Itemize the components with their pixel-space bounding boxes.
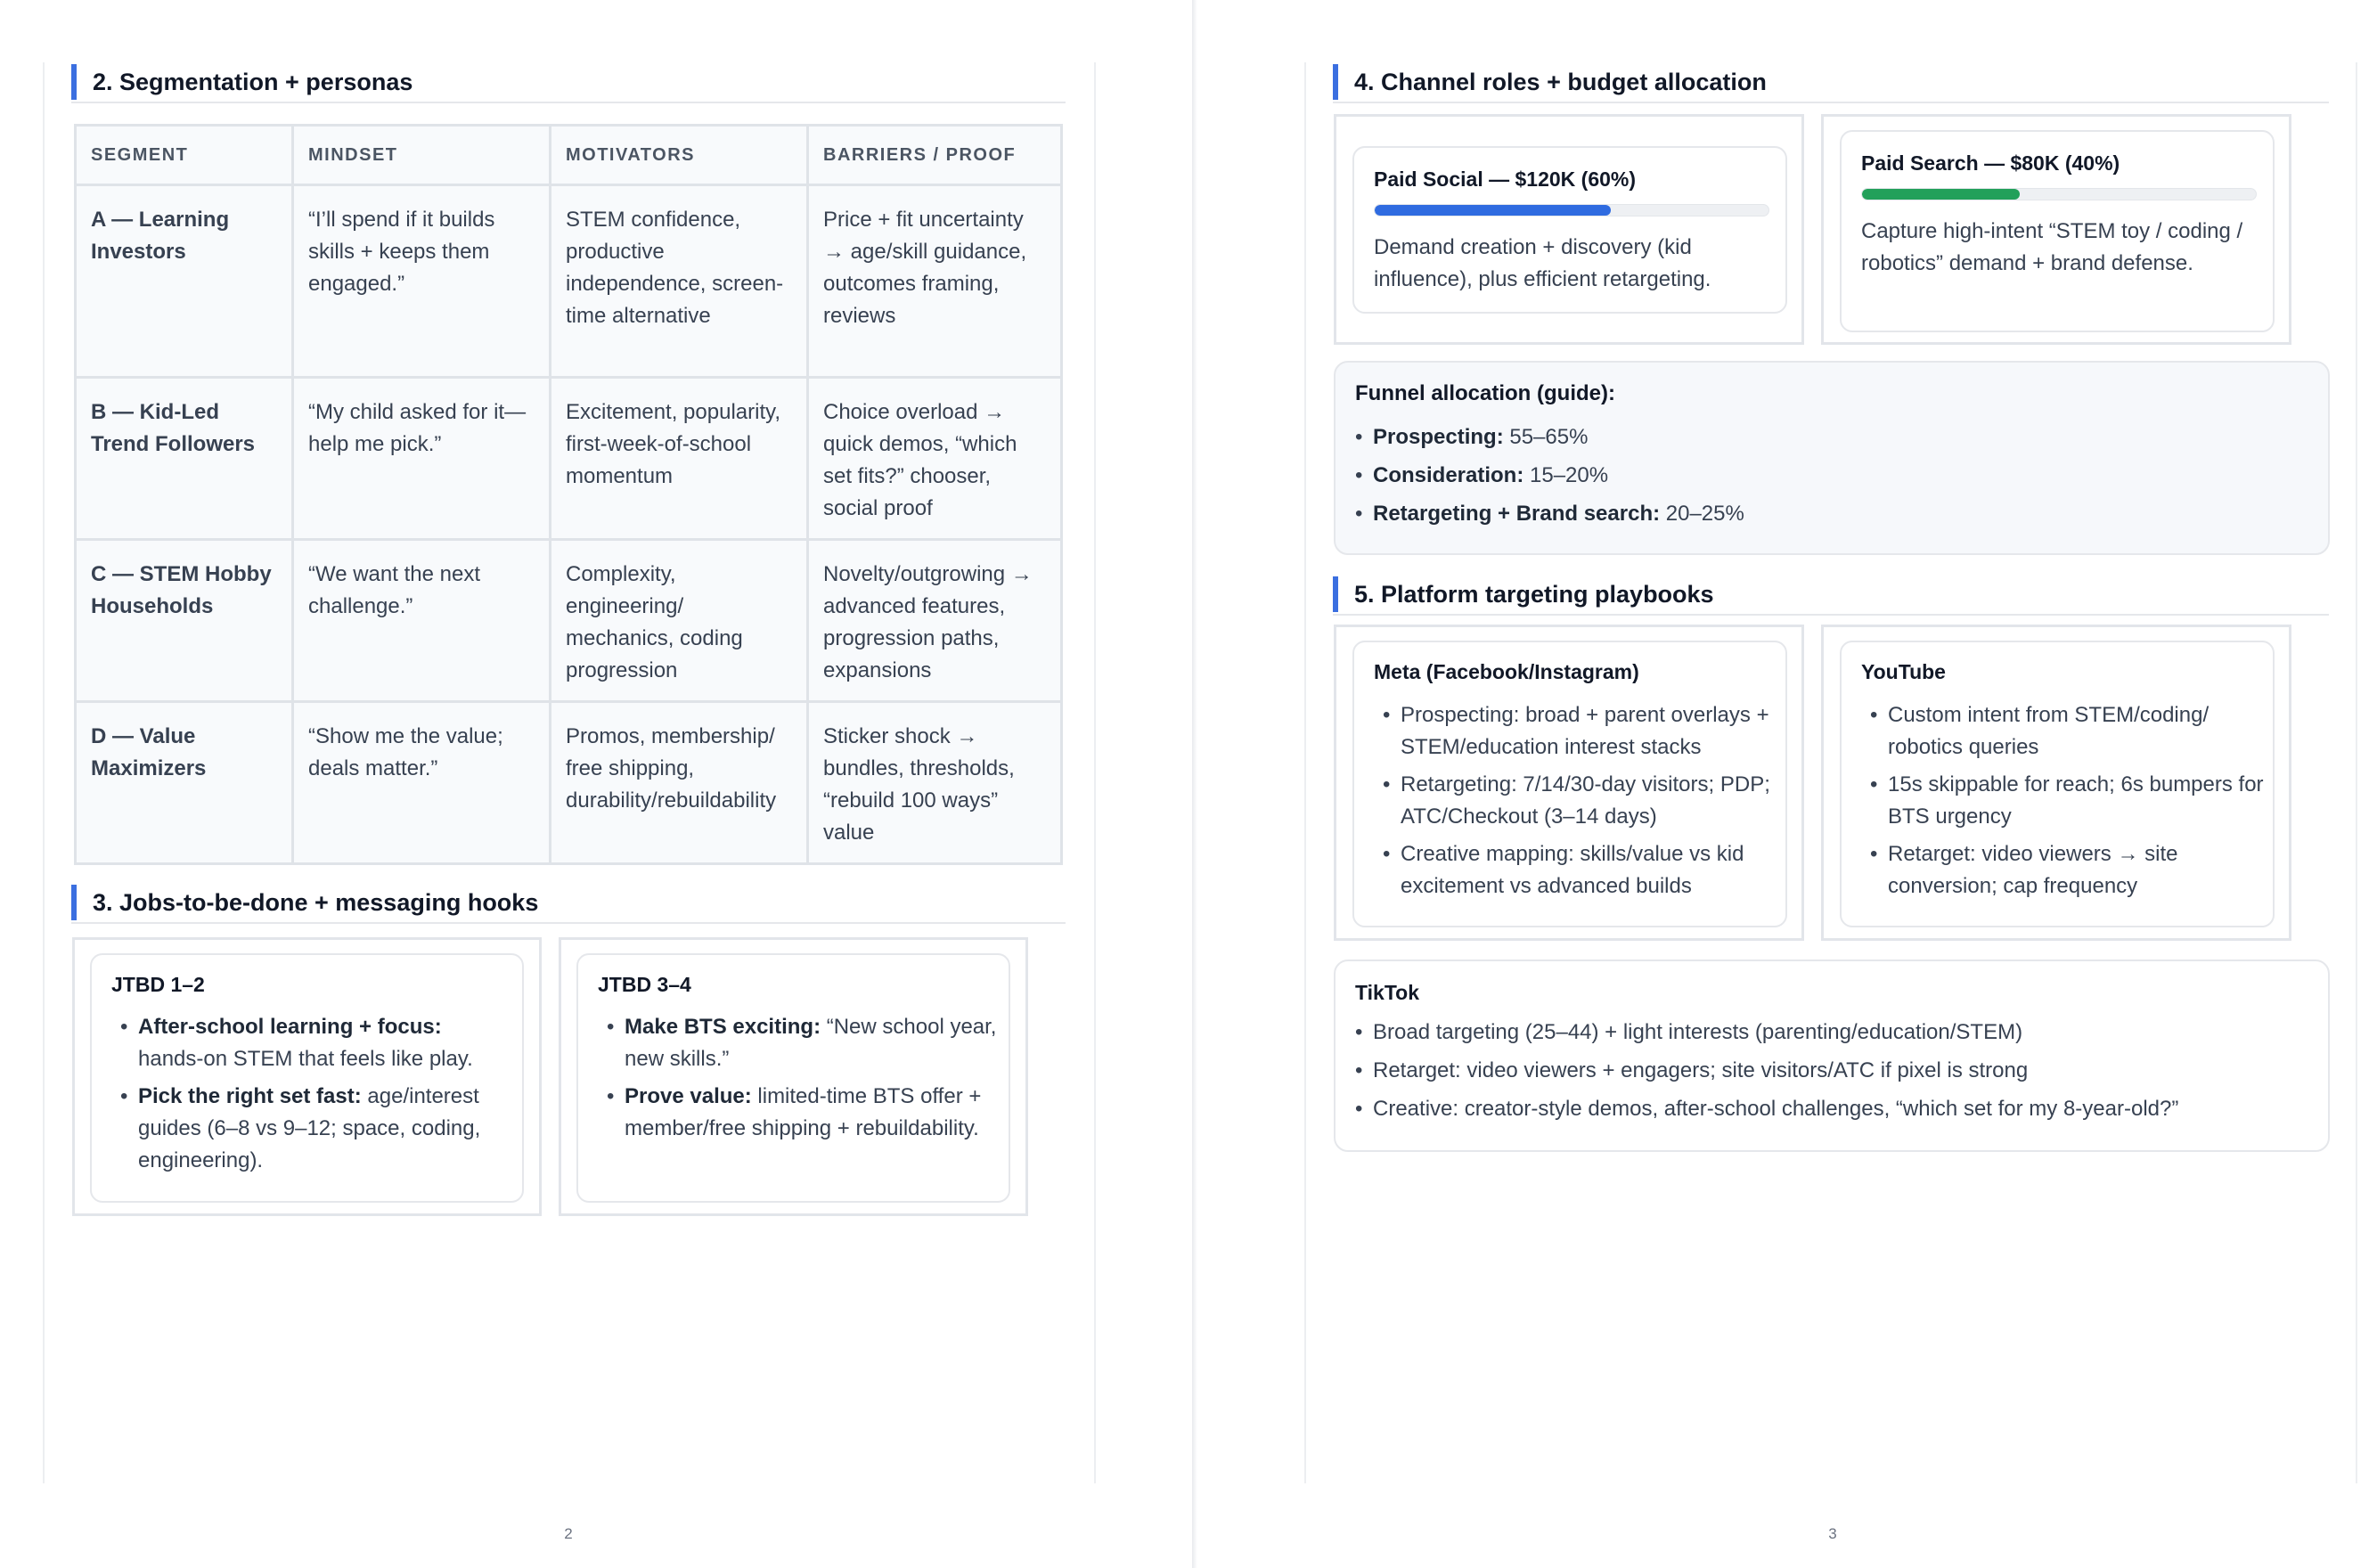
mindset-cell: “I’ll spend if it builds skills + keeps them engaged.” (293, 185, 551, 378)
tiktok-list (1355, 1017, 2317, 1131)
mindset-cell: “We want the next challenge.” (293, 540, 551, 702)
youtube-card-list (1870, 699, 2267, 908)
youtube-card-title: YouTube (1861, 660, 1946, 683)
page-2-right-margin-line (1094, 62, 1096, 1483)
list-item: • Creative: creator-style demos, after-school challenges, “which set for my 8-year-old?” (1355, 1093, 2317, 1125)
section-accent-bar (71, 64, 77, 100)
motivators-cell: Excitement, popularity, first-week-of-school momentum (551, 378, 808, 540)
meta-card-list (1383, 699, 1779, 908)
segmentation-table (74, 124, 1063, 865)
table-row (76, 378, 1062, 540)
jtbd-card-2-list (607, 1011, 999, 1150)
paid-search-card (1840, 130, 2275, 332)
paid-search-description: Capture high-intent “STEM toy / coding / robotics” demand + brand defense. (1861, 219, 2243, 275)
jtbd-card-2-title: JTBD 3–4 (598, 973, 691, 996)
meta-card-frame (1334, 625, 1804, 941)
jtbd-card-1 (90, 953, 524, 1203)
paid-social-budget-bar (1374, 204, 1769, 216)
paid-search-budget-bar (1861, 188, 2257, 200)
jtbd-card-1-list (120, 1011, 512, 1182)
mindset-cell: “My child asked for it—help me pick.” (293, 378, 551, 540)
funnel-allocation-title: Funnel allocation (guide): (1355, 381, 1615, 405)
list-item: • After-school learning + focus: hands-on STEM that feels like play. (120, 1011, 512, 1075)
segment-cell: B — Kid-Led Trend Followers (76, 378, 293, 540)
motivators-cell: Complexity, engineering/ mechanics, coding progression (551, 540, 808, 702)
page-number-left: 2 (564, 1525, 573, 1542)
mindset-cell: “Show me the value; deals matter.” (293, 702, 551, 864)
table-header-row (76, 126, 1062, 185)
list-item: • 15s skippable for reach; 6s bumpers for BTS urgency (1870, 769, 2267, 833)
meta-card (1352, 641, 1787, 927)
section-2-title: 2. Segmentation + personas (93, 69, 413, 95)
section-2-heading (71, 64, 1066, 103)
paid-search-budget-fill (1862, 189, 2020, 200)
section-3-title: 3. Jobs-to-be-done + messaging hooks (93, 889, 539, 916)
column-header-barriers: BARRIERS / PROOF (808, 126, 1062, 185)
column-header-segment: SEGMENT (76, 126, 293, 185)
list-item: • Make BTS exciting: “New school year, new skills.” (607, 1011, 999, 1075)
funnel-allocation-list (1355, 421, 2246, 536)
paid-social-card (1352, 146, 1787, 314)
section-3-heading (71, 885, 1066, 924)
funnel-allocation-panel (1334, 361, 2330, 555)
section-4-heading (1333, 64, 2329, 103)
list-item: • Retarget: video viewers → site conversion; cap frequency (1870, 838, 2267, 902)
paid-search-card-frame (1821, 114, 2291, 345)
youtube-card (1840, 641, 2275, 927)
page-3-right-margin-line (2356, 62, 2357, 1483)
list-item: • Retargeting: 7/14/30-day visitors; PDP; ATC/Checkout (3–14 days) (1383, 769, 1779, 833)
list-item: • Broad targeting (25–44) + light interests (parenting/education/STEM) (1355, 1017, 2317, 1049)
table-row (76, 702, 1062, 864)
section-5-heading (1333, 576, 2329, 616)
paid-social-card-frame (1334, 114, 1804, 345)
column-header-motivators: MOTIVATORS (551, 126, 808, 185)
list-item: • Custom intent from STEM/coding/ robotics queries (1870, 699, 2267, 764)
paid-social-title: Paid Social — $120K (60%) (1374, 167, 1637, 191)
motivators-cell: STEM confidence, productive independence, screen-time alternative (551, 185, 808, 378)
list-item: • Retarget: video viewers + engagers; site visitors/ATC if pixel is strong (1355, 1055, 2317, 1087)
paid-social-description: Demand creation + discovery (kid influence), plus efficient retargeting. (1374, 235, 1711, 291)
page-number-right: 3 (1828, 1525, 1837, 1542)
segment-cell: C — STEM Hobby Households (76, 540, 293, 702)
list-item: • Pick the right set fast: age/interest guides (6–8 vs 9–12; space, coding, engineering). (120, 1081, 512, 1177)
segment-cell: A — Learning Investors (76, 185, 293, 378)
motivators-cell: Promos, membership/ free shipping, durability/rebuildability (551, 702, 808, 864)
paid-search-title: Paid Search — $80K (40%) (1861, 151, 2120, 175)
section-accent-bar (1333, 64, 1338, 100)
section-5-title: 5. Platform targeting playbooks (1354, 581, 1714, 608)
youtube-card-frame (1821, 625, 2291, 941)
tiktok-title: TikTok (1355, 981, 1419, 1004)
jtbd-card-2 (576, 953, 1010, 1203)
segment-cell: D — Value Maximizers (76, 702, 293, 864)
table-row (76, 540, 1062, 702)
list-item: • Prospecting: 55–65% (1355, 421, 2246, 453)
page-2-left-margin-line (43, 62, 45, 1483)
barriers-cell: Novelty/outgrowing → advanced features, progression paths, expansions (808, 540, 1062, 702)
paid-social-budget-fill (1375, 205, 1611, 216)
jtbd-card-1-title: JTBD 1–2 (111, 973, 205, 996)
jtbd-card-2-frame (559, 937, 1028, 1216)
tiktok-panel (1334, 960, 2330, 1152)
list-item: • Creative mapping: skills/value vs kid excitement vs advanced builds (1383, 838, 1779, 902)
page-3-left-margin-line (1304, 62, 1306, 1483)
meta-card-title: Meta (Facebook/Instagram) (1374, 660, 1639, 683)
list-item: • Prove value: limited-time BTS offer + member/free shipping + rebuildability. (607, 1081, 999, 1145)
barriers-cell: Choice overload → quick demos, “which set fits?” chooser, social proof (808, 378, 1062, 540)
list-item: • Retargeting + Brand search: 20–25% (1355, 498, 2246, 530)
list-item: • Prospecting: broad + parent overlays + STEM/education interest stacks (1383, 699, 1779, 764)
column-header-mindset: MINDSET (293, 126, 551, 185)
table-row (76, 185, 1062, 378)
jtbd-card-1-frame (72, 937, 542, 1216)
barriers-cell: Price + fit uncertainty → age/skill guidance, outcomes framing, reviews (808, 185, 1062, 378)
barriers-cell: Sticker shock → bundles, thresholds, “rebuild 100 ways” value (808, 702, 1062, 864)
section-4-title: 4. Channel roles + budget allocation (1354, 69, 1767, 95)
page-gutter (1192, 0, 1197, 1568)
list-item: • Consideration: 15–20% (1355, 460, 2246, 492)
section-accent-bar (71, 885, 77, 920)
section-accent-bar (1333, 576, 1338, 612)
